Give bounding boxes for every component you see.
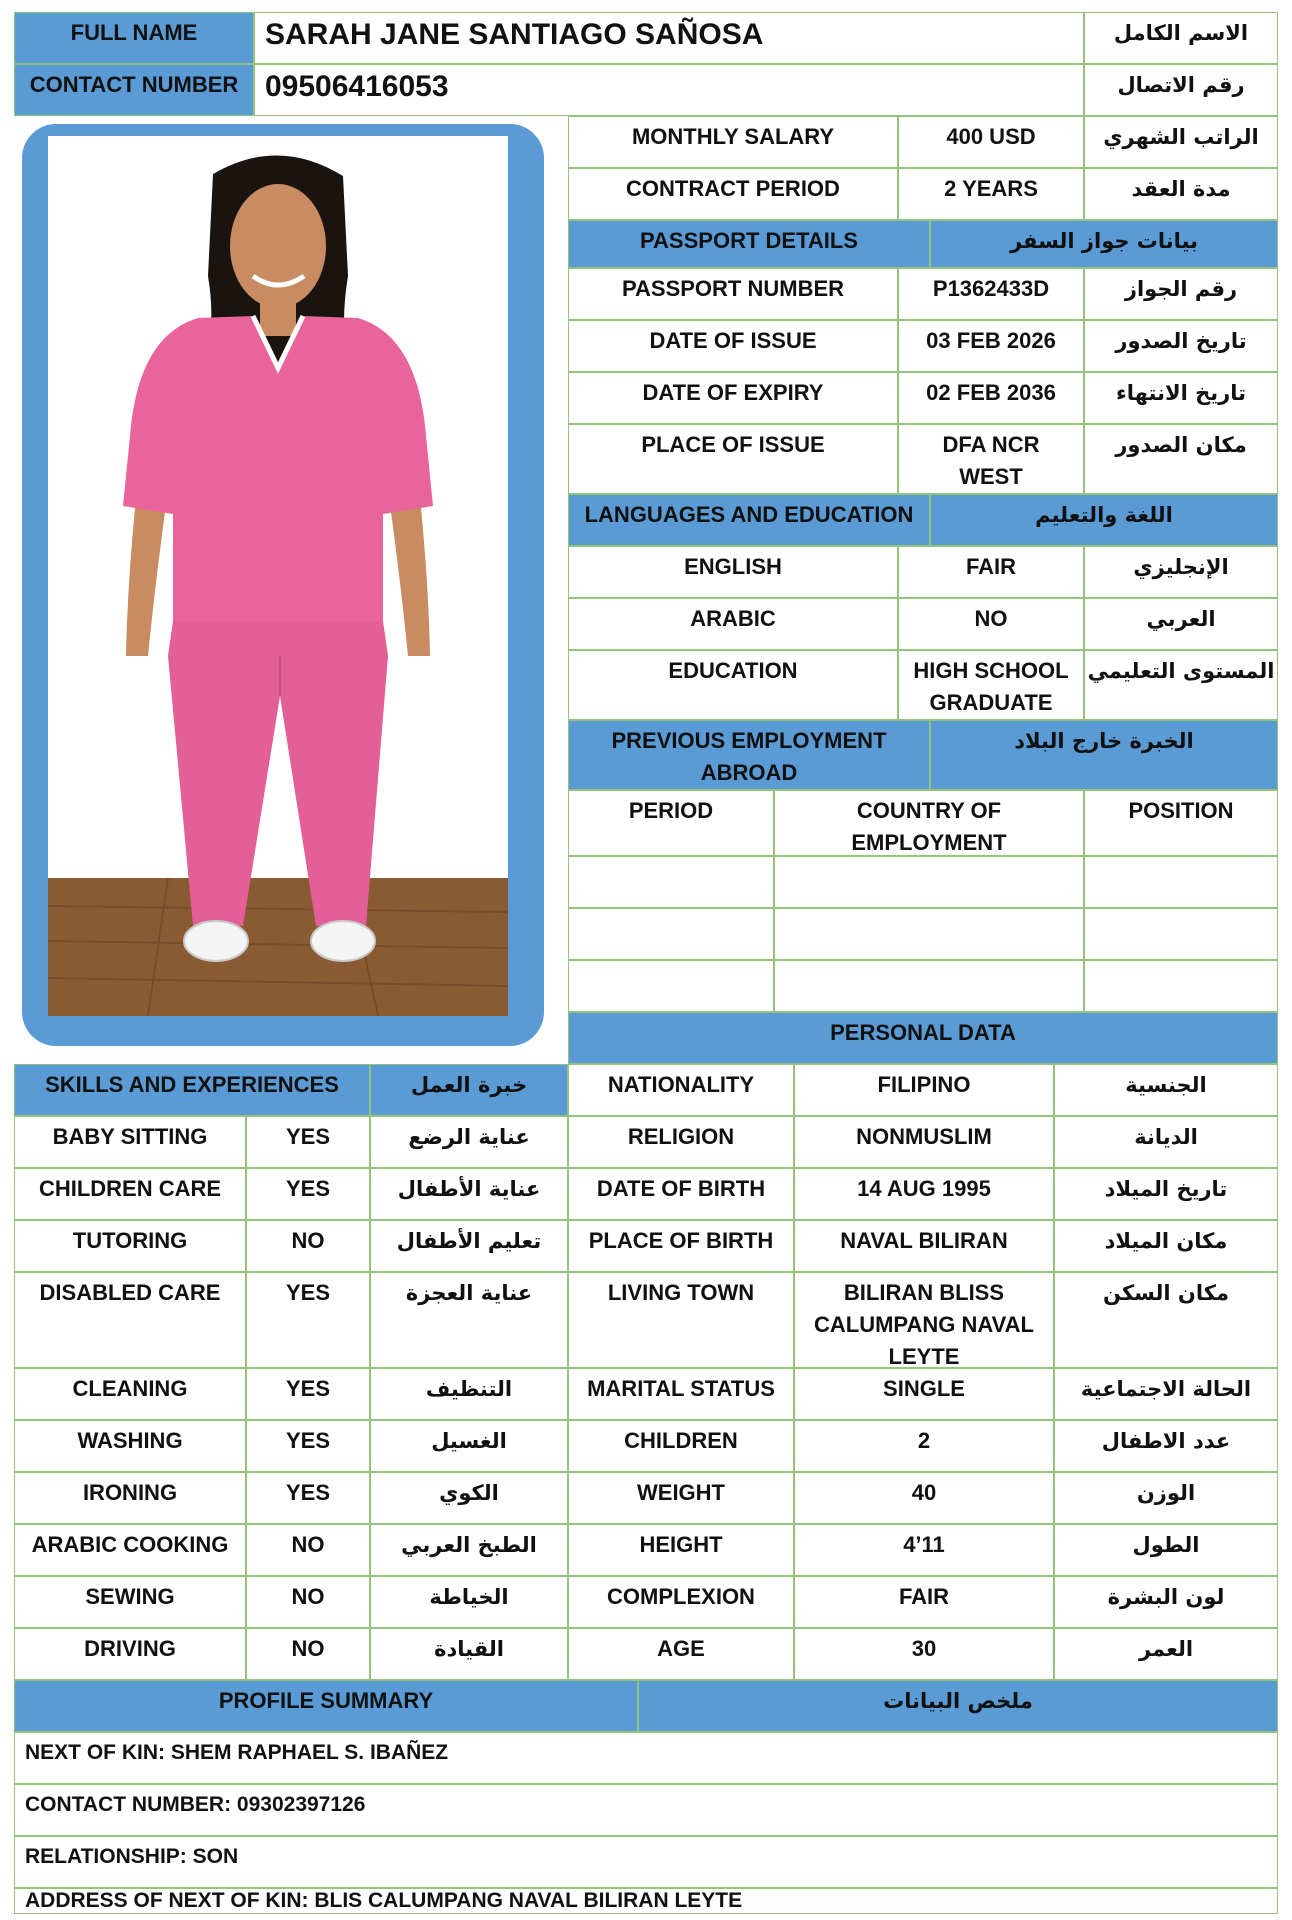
skill-arabic-label: الغسيل [370,1420,568,1472]
personal-value: FAIR [794,1576,1054,1628]
employment-row-1-period [568,856,774,908]
personal-label: MARITAL STATUS [568,1368,794,1420]
contract-period-value: 2 YEARS [898,168,1084,220]
personal-arabic-label: عدد الاطفال [1054,1420,1278,1472]
personal-arabic-label: الوزن [1054,1472,1278,1524]
personal-arabic-label: الطول [1054,1524,1278,1576]
passport-number-value: P1362433D [898,268,1084,320]
skill-label: ARABIC COOKING [14,1524,246,1576]
education-label: EDUCATION [568,650,898,720]
personal-label: LIVING TOWN [568,1272,794,1368]
personal-value: 2 [794,1420,1054,1472]
skill-value: YES [246,1368,370,1420]
education-value: HIGH SCHOOL GRADUATE [898,650,1084,720]
personal-value: SINGLE [794,1368,1054,1420]
personal-value: 4’11 [794,1524,1054,1576]
skill-label: CLEANING [14,1368,246,1420]
personal-value: 40 [794,1472,1054,1524]
skills-experiences-header: SKILLS AND EXPERIENCES [14,1064,370,1116]
skill-arabic-label: القيادة [370,1628,568,1680]
skill-label: SEWING [14,1576,246,1628]
place-of-issue-label: PLACE OF ISSUE [568,424,898,494]
date-of-expiry-value: 02 FEB 2036 [898,372,1084,424]
personal-arabic-label: الحالة الاجتماعية [1054,1368,1278,1420]
arabic-label: ARABIC [568,598,898,650]
employment-position-header: POSITION [1084,790,1278,856]
employment-row-3-country [774,960,1084,1012]
next-of-kin-address: ADDRESS OF NEXT OF KIN: BLIS CALUMPANG NAVAL BILIRAN LEYTE [14,1888,1278,1914]
skill-value: NO [246,1576,370,1628]
employment-row-1-country [774,856,1084,908]
personal-label: PLACE OF BIRTH [568,1220,794,1272]
passport-details-header: PASSPORT DETAILS [568,220,930,268]
previous-employment-header: PREVIOUS EMPLOYMENT ABROAD [568,720,930,790]
date-of-expiry-label: DATE OF EXPIRY [568,372,898,424]
passport-details-arabic-header: بيانات جواز السفر [930,220,1278,268]
personal-arabic-label: مكان الميلاد [1054,1220,1278,1272]
personal-value: 14 AUG 1995 [794,1168,1054,1220]
arabic-arabic-label: العربي [1084,598,1278,650]
profile-summary-arabic-header: ملخص البيانات [638,1680,1278,1732]
skill-label: CHILDREN CARE [14,1168,246,1220]
skill-label: IRONING [14,1472,246,1524]
personal-value: FILIPINO [794,1064,1054,1116]
english-value: FAIR [898,546,1084,598]
personal-label: WEIGHT [568,1472,794,1524]
personal-arabic-label: مكان السكن [1054,1272,1278,1368]
employment-row-2-country [774,908,1084,960]
skill-arabic-label: عناية الأطفال [370,1168,568,1220]
personal-arabic-label: لون البشرة [1054,1576,1278,1628]
date-of-issue-arabic-label: تاريخ الصدور [1084,320,1278,372]
profile-summary-header: PROFILE SUMMARY [14,1680,638,1732]
date-of-issue-label: DATE OF ISSUE [568,320,898,372]
skill-value: NO [246,1220,370,1272]
personal-value: 30 [794,1628,1054,1680]
previous-employment-arabic-header: الخبرة خارج البلاد [930,720,1278,790]
contact-number-arabic-label: رقم الاتصال [1084,64,1278,116]
passport-number-label: PASSPORT NUMBER [568,268,898,320]
skills-experiences-arabic-header: خبرة العمل [370,1064,568,1116]
personal-arabic-label: الجنسية [1054,1064,1278,1116]
personal-label: NATIONALITY [568,1064,794,1116]
skill-arabic-label: التنظيف [370,1368,568,1420]
personal-label: RELIGION [568,1116,794,1168]
personal-arabic-label: تاريخ الميلاد [1054,1168,1278,1220]
skill-value: YES [246,1168,370,1220]
employment-row-3-period [568,960,774,1012]
skill-arabic-label: عناية الرضع [370,1116,568,1168]
next-of-kin-relationship: RELATIONSHIP: SON [14,1836,1278,1888]
personal-label: COMPLEXION [568,1576,794,1628]
skill-value: YES [246,1420,370,1472]
personal-label: DATE OF BIRTH [568,1168,794,1220]
employment-row-1-position [1084,856,1278,908]
contract-period-arabic-label: مدة العقد [1084,168,1278,220]
place-of-issue-value: DFA NCR WEST [898,424,1084,494]
personal-arabic-label: العمر [1054,1628,1278,1680]
english-arabic-label: الإنجليزي [1084,546,1278,598]
passport-number-arabic-label: رقم الجواز [1084,268,1278,320]
full-name-arabic-label: الاسم الكامل [1084,12,1278,64]
full-name-value: SARAH JANE SANTIAGO SAÑOSA [254,12,1084,64]
skill-value: NO [246,1524,370,1576]
skill-arabic-label: الكوي [370,1472,568,1524]
date-of-issue-value: 03 FEB 2026 [898,320,1084,372]
photo-frame [22,124,544,1046]
skill-value: YES [246,1272,370,1368]
next-of-kin: NEXT OF KIN: SHEM RAPHAEL S. IBAÑEZ [14,1732,1278,1784]
skill-value: NO [246,1628,370,1680]
contact-number-value: 09506416053 [254,64,1084,116]
employment-row-3-position [1084,960,1278,1012]
employment-country-header: COUNTRY OF EMPLOYMENT [774,790,1084,856]
english-label: ENGLISH [568,546,898,598]
skill-arabic-label: الطبخ العربي [370,1524,568,1576]
personal-data-header: PERSONAL DATA [568,1012,1278,1064]
personal-label: CHILDREN [568,1420,794,1472]
personal-value: NONMUSLIM [794,1116,1054,1168]
skill-label: TUTORING [14,1220,246,1272]
date-of-expiry-arabic-label: تاريخ الانتهاء [1084,372,1278,424]
bio-data-sheet [14,12,1278,1914]
monthly-salary-arabic-label: الراتب الشهري [1084,116,1278,168]
employment-period-header: PERIOD [568,790,774,856]
arabic-value: NO [898,598,1084,650]
skill-value: YES [246,1116,370,1168]
skill-value: YES [246,1472,370,1524]
employment-row-2-period [568,908,774,960]
place-of-issue-arabic-label: مكان الصدور [1084,424,1278,494]
full-name-label: FULL NAME [14,12,254,64]
personal-label: AGE [568,1628,794,1680]
personal-arabic-label: الديانة [1054,1116,1278,1168]
languages-education-arabic-header: اللغة والتعليم [930,494,1278,546]
skill-label: DISABLED CARE [14,1272,246,1368]
skill-arabic-label: الخياطة [370,1576,568,1628]
skill-label: BABY SITTING [14,1116,246,1168]
skill-arabic-label: تعليم الأطفال [370,1220,568,1272]
skill-arabic-label: عناية العجزة [370,1272,568,1368]
contact-number-label: CONTACT NUMBER [14,64,254,116]
personal-label: HEIGHT [568,1524,794,1576]
employment-row-2-position [1084,908,1278,960]
personal-value: NAVAL BILIRAN [794,1220,1054,1272]
applicant-photo [48,136,508,1016]
languages-education-header: LANGUAGES AND EDUCATION [568,494,930,546]
monthly-salary-label: MONTHLY SALARY [568,116,898,168]
education-arabic-label: المستوى التعليمي [1084,650,1278,720]
contract-period-label: CONTRACT PERIOD [568,168,898,220]
monthly-salary-value: 400 USD [898,116,1084,168]
skill-label: DRIVING [14,1628,246,1680]
personal-value: BILIRAN BLISS CALUMPANG NAVAL LEYTE [794,1272,1054,1368]
skill-label: WASHING [14,1420,246,1472]
next-of-kin-contact-number: CONTACT NUMBER: 09302397126 [14,1784,1278,1836]
